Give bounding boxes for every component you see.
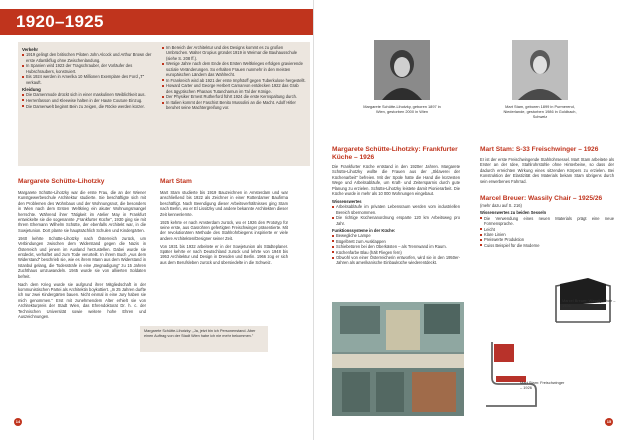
list-item: Küchenfarbe Blau (hält Fliegen fern) [332, 250, 460, 255]
list-item: Klare Linien [480, 232, 614, 237]
margarete-text [18, 190, 146, 322]
kitchen-heading: Margarete Schütte-Lihotzky: Frankfurter Küche – 1926 [332, 146, 458, 161]
portrait-mart-photo [512, 40, 568, 100]
portrait-margarete-caption: Margarete Schütte-Lihotzky, geboren 1897 in Wien, gestorben 2000 in Wien [363, 104, 441, 114]
margarete-heading: Margarete Schütte-Lihotzky [18, 178, 105, 185]
kitchen-photo [332, 302, 464, 416]
timeline-item: Die Damenmode drückt sich in einer maskulinen Weiblichkeit aus. [22, 92, 154, 97]
portrait-margarete-photo [374, 40, 430, 100]
list-item: Leicht [480, 227, 614, 232]
paragraph: Von 1931 bis 1932 arbeitete er in der Sowjetunion als Städteplaner. Später kehrte er nach Deutschland zurück und lehrte von 1948 bis 1953 Architektur und Design in Dresden und Berlin. 1966 zog er sich aus dem Berufsleben zurück und übersiedelte in die Schweiz. [160, 243, 288, 265]
page-title: 1920–1925 [0, 9, 313, 35]
wassily-chair-icon [548, 262, 618, 326]
list-item: Die richtige Küchenanordnung ersparte 120 km Arbeitsweg pro Jahr. [332, 215, 460, 226]
timeline-item: Der Physiker Ernest Rutherford führt 1924 die erste Kernspaltung durch. [162, 94, 306, 99]
cantilever-chair-icon [478, 334, 548, 412]
timeline-item: Herrenfasson und Kleewise halten in der Haute Couture Einzug. [22, 98, 154, 103]
timeline-item: In Spanien wird 1923 der Tragschrauber, der Vorläufer des Hubschraubers, konstruiert. [22, 63, 154, 74]
list-item: Bügelbrett zum Ausklappen [332, 239, 460, 244]
timeline-heading-kleidung: Kleidung [22, 86, 41, 92]
portrait-mart-caption: Mart Stam, geboren 1899 in Purmerend, Niederlande, gestorben 1986 in Goldbach, Schweiz [503, 104, 577, 119]
right-page [313, 0, 626, 440]
stam-caption: Mart Stam: Freischwinger – 1926 [520, 380, 565, 390]
list-item: Obwohl von einer Österreicherin entworfen, wird sie in den 1950er-Jahren als amerikanische Einbauküche wiederentdeckt. [332, 255, 460, 266]
page-number: 15 [606, 419, 612, 424]
kitchen-text [332, 164, 460, 266]
portrait-silhouette-icon [512, 40, 568, 100]
breuer-heading: Marcel Breuer: Wassily Chair – 1925/26 [480, 195, 603, 202]
list-label: Wissenswertes zu beiden Sesseln [480, 210, 547, 216]
list-label: Wissenswertes [332, 198, 362, 204]
timeline-item: Bis 1924 werden in Amerika 10 Millionen Exemplare des Ford „T" verkauft. [22, 74, 154, 85]
chair-heading: Mart Stam: S-33 Freischwinger – 1926 [480, 146, 599, 153]
paragraph: Er ist der erste Freischwingende Stahlrohrsessel. Mart Stam arbeitete als Erster an der Idee, Stahlrohrstühle ohne Hinterbeine, so dass der dadurch erreichten Wirkung eines sitzenden Körpers zu erzielen. Bei Konstruktion der Elastizität des Materials bekam Stam übrigens durch sein erwerbenes Fahrrad. [480, 157, 614, 184]
breuer-text [480, 203, 614, 248]
breuer-caption: Marcel Breuer: Wassily Chair – 1926 [562, 298, 616, 308]
page-number: 14 [15, 419, 21, 424]
mart-text [160, 190, 288, 268]
list-label: Funktionssysteme in der Küche: [332, 227, 396, 233]
paragraph: Nach dem Krieg wurde sie aufgrund ihrer Mitgliedschaft in der kommunistischen Partei als Architektin boykottiert. „In 25 Jahren durfte ich nur zwei Kindergärten bauen. Nicht einmal in eine Jury haben sie mich genommen." Erst mit zunehmendem Alter erhielt sie von Architekturpreis der Stadt Wien, das Ehrendoktorat Dr. h. c. der Technischen Universität sowie weitere hohe Ehren und Auszeichnungen. [18, 281, 146, 319]
timeline-heading-verkehr: Verkehr [22, 47, 39, 52]
timeline-item: Im Bereich der Architektur und des Designs kommt es zu großen Umbrüchen. Walter Gropius gründet 1919 in Weimar die Bauhausschule (siehe S. 208 ff.). [162, 45, 306, 61]
wassily-chair-image [548, 262, 618, 326]
s33-chair-image [478, 334, 548, 412]
timeline-item: In Frankreich wird ab 1921 der erste Impfstoff gegen Tuberkulose hergestellt. [162, 78, 306, 83]
kitchen-illustration-icon [332, 302, 464, 416]
list-item: Schiebetüren bei den Oberkästen – als Trennwand im Raum. [332, 244, 460, 249]
timeline-item: In Italien kommt der Faschist Benito Mussolini an die Macht. Adolf Hitler beruhet seine Machtergreifung vor. [162, 100, 306, 111]
timeline-item: 1919 gelingt den britischen Piloten John Alcock und Arthur Brown der erste Atlantikflug ohne Zwischenlandung. [22, 52, 154, 63]
timeline-item: Die Damenwelt beginnt Bein zu zeigen, die Röcke werden kürzer. [22, 104, 154, 109]
timeline-column-2 [162, 45, 306, 111]
portrait-silhouette-icon [374, 40, 430, 100]
timeline-column-1 [22, 45, 154, 109]
paragraph: Die Frankfurter Küche entstand in den 1920er Jahren. Margarete Schütte-Lihotzky wollte die Frauen aus der „Sklaverei der Küchenarbeit" befreien. Mit der Spüle hatte die Hand die kürzesten Wege und Arbeitsabläufe, um Kraft- und Zeitersparnis durch gute Planung zu erzielen. Schütte-Lihotzky leistete damit Pionierarbeit. Die Küche wurde in mehr als 10 000 Wohnungen eingebaut. [332, 164, 460, 197]
list-item: Cuiss Beispiel für die Moderne [480, 243, 614, 248]
paragraph: 1940 kehrte Schütte-Lihotzky nach Österreich zurück, um Verbindungen zwischen dem Widerstand gegen die Nazis in Österreich und jenem im Ausland herzustellen. Dabei wurde sie entdeckt, verhaftet und zum Tode verurteilt. In ihrem Buch „Aus dem Widerstand" beschrieb sie, wie es ihrem Mann aus dem Widerstand in Istanbul gelang, die Todesstrafe in eine „Begnadigung" zu 15 Jahren Zuchthaus umzuwandeln. 1945 wurde sie von alliierten Soldaten befreit. [18, 235, 146, 279]
paragraph: 1925 kehrte er nach Amsterdam zurück, wo er 1926 den Prototyp für seine erste, aus Gasrohren gefertigten Freischwinger präsentierte. Mit der revolutionären Methode des Stahlrohrbiegens inspirierte er viele andere Architekten/Designer seiner Zeit. [160, 219, 288, 241]
chair-text [480, 157, 614, 187]
cross-reference: (mehr dazu auf S. 216) [480, 203, 522, 208]
list-item: Arbeitsabläufe im privaten Lebensraum werden vom industriellen Bereich übernommen. [332, 204, 460, 215]
timeline-box [18, 42, 310, 166]
paragraph: Mart Stam studierte bis 1919 Bauzeichnen in Amsterdam und war anschließend bis 1922 als Zeichner in einer Rotterdamer Baufirma beschäftigt. Nach Beendigung dieser Arbeitsverhältnisses ging Stam nach Berlin, wo er El Lissitzky und andere bekannte Architekten dieser Zeit kennenlernte. [160, 190, 288, 217]
mart-heading: Mart Stam [160, 178, 192, 185]
quote-box: Margarete Schütte-Lihotzky: „Ja, jetzt bin ich Personenstand. Aber einen Auftrag von der Stadt Wien habe ich nie mehr bekommen." [140, 326, 268, 352]
paragraph: Margarete Schütte-Lihotzky war die erste Frau, die an der Wiener Kunstgewerbeschule Architektur studierte. Sie beschäftigte sich mit den Problemen des Wohnbaus und der Wohnungsnot, die besonders in Wien nach dem Ersten Weltkrieg ein akuter Wohnungsmangel herrschte. Während ihrer Tätigkeit im Atelier May in Frankfurt entwickelte sie die sogenannte „Frankfurter Küche", 1930 ging sie mit Ihrem Ehemann Wilhelm Schütte, der ebenfalls Architekt war, in die Sowjetunion. Dort plante sie hauptsächlich Schulen und Kindergärten. [18, 190, 146, 233]
list-item: Bewegliche Lampe [332, 233, 460, 238]
timeline-item: Howard Carter und George Herbert Carnarvon entdecken 1922 das Grab des ägyptischen Pharaos Tutanchamun im Tal der Könige. [162, 83, 306, 94]
timeline-item: Wenige Jahre nach dem Ende des Ersten Weltkrieges erfolgen gravierende soziale Veränderungen. So erhalten Frauen nunmehr in den meisten europäischen Ländern das Wahlrecht. [162, 61, 306, 77]
list-item: Preiswerte Produktion [480, 237, 614, 242]
list-item: Die Verwendung eines neuen Materials prägt eine neue Formensprache. [480, 216, 614, 227]
